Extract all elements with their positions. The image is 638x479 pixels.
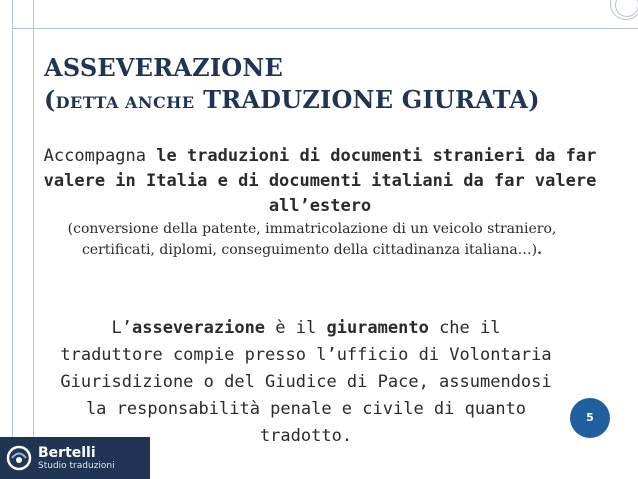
paragraph-2-part-2: è il [265,318,327,338]
logo-name: Bertelli [38,444,96,461]
bertelli-logo-icon [6,445,32,471]
title-rest: TRADUZIONE GIURATA) [203,85,540,114]
paragraph-1-intro: Accompagna [43,146,157,166]
logo-tagline: Studio traduzioni [38,460,115,471]
paragraph-2-bold-1: asseverazione [131,318,266,338]
title-line-2 [44,84,624,119]
title-open-paren: ( [44,85,56,114]
paragraph-2-bold-2: giuramento [326,318,429,338]
title-line-1: ASSEVERAZIONE [44,53,284,82]
slide-number-badge: 5 [570,398,610,438]
paragraph-2-part-1: L’ [111,318,132,338]
paragraph-1-examples [52,219,572,261]
slide-left-border [12,0,34,479]
paragraph-1-bold: le traduzioni di documenti stranieri da far valere in Italia e di documenti italiani da far valere all’estero [43,146,597,216]
corner-ornament [610,0,638,20]
title-smallcaps: DETTA ANCHE [55,93,195,112]
slide-title [44,52,624,119]
paragraph-1-examples-text: (conversione della patente, immatricolazione di un veicolo straniero, certificati, diplomi, conseguimento della cittadinanza italiana…) [67,221,557,258]
logo-text [38,445,115,472]
bertelli-logo [0,437,150,479]
paragraph-1-examples-end: . [537,242,543,258]
paragraph-2-part-3: che il traduttore compie presso l’ufficio di Volontaria Giurisdizione o del Giudice di Pace, assumendosi la responsabilità penale e civile di quanto tradotto. [60,318,552,446]
paragraph-2 [56,315,556,450]
paragraph-1 [40,144,600,219]
slide-top-rule [12,28,638,29]
